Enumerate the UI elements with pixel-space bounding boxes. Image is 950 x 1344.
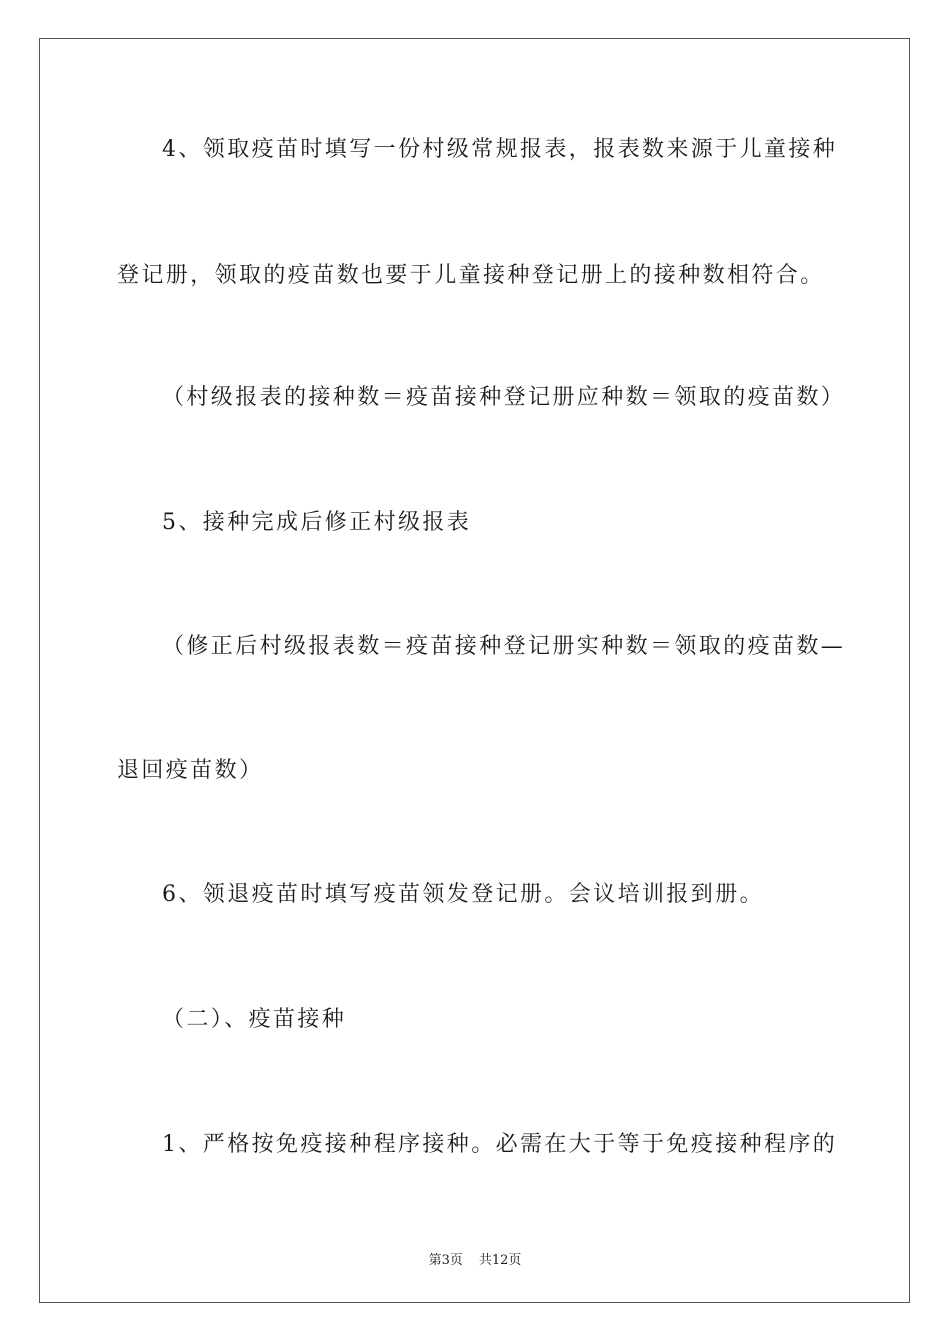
formula-village-report: （村级报表的接种数＝疫苗接种登记册应种数＝领取的疫苗数） [162, 385, 846, 410]
paragraph-item-5: 5、接种完成后修正村级报表 [162, 510, 472, 535]
section-heading-vaccination: （二）、疫苗接种 [162, 1007, 347, 1032]
paragraph-item-4-continued: 登记册，领取的疫苗数也要于儿童接种登记册上的接种数相符合。 [117, 263, 825, 288]
paragraph-item-6: 6、领退疫苗时填写疫苗领发登记册。会议培训报到册。 [162, 882, 764, 907]
page-border [39, 38, 910, 1303]
page-total: 共12页 [478, 1253, 522, 1268]
formula-corrected-report: （修正后村级报表数＝疫苗接种登记册实种数＝领取的疫苗数— [162, 634, 846, 659]
formula-corrected-report-continued: 退回疫苗数） [117, 758, 264, 783]
paragraph-item-1: 1、严格按免疫接种程序接种。必需在大于等于免疫接种程序的 [162, 1132, 838, 1157]
page-footer [0, 1249, 950, 1268]
paragraph-item-4: 4、领取疫苗时填写一份村级常规报表，报表数来源于儿童接种 [162, 137, 838, 162]
page-number: 第3页 [428, 1253, 463, 1268]
